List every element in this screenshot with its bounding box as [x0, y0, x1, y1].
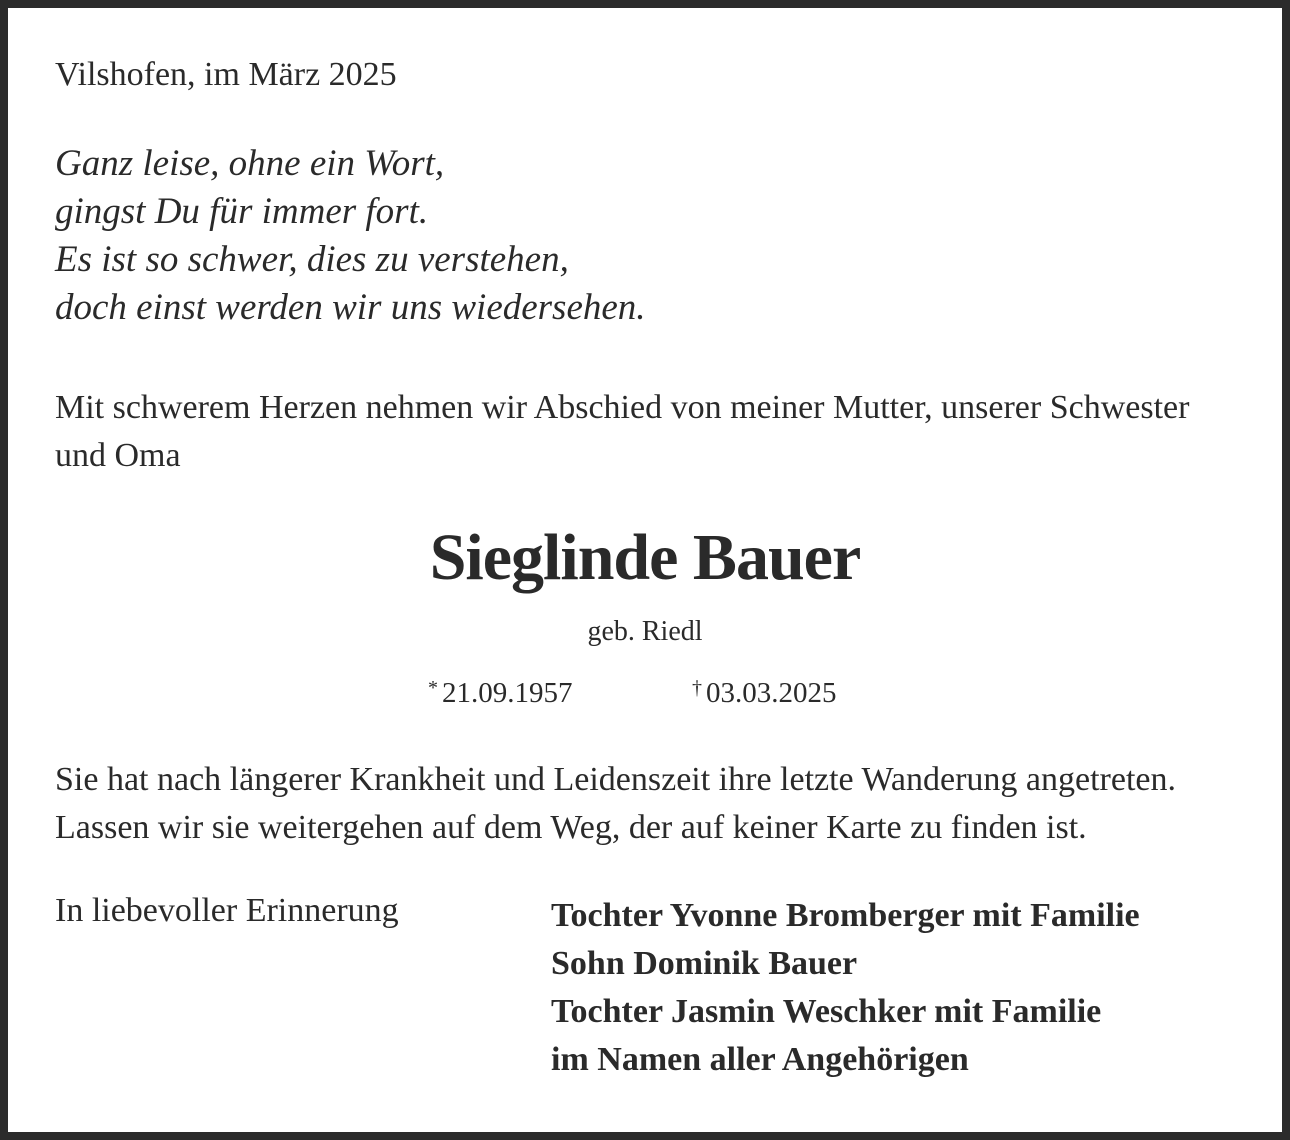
signer: Tochter Yvonne Bromberger mit Familie: [551, 897, 1140, 934]
signer: Sohn Dominik Bauer: [551, 945, 858, 982]
poem-line: Es ist so schwer, dies zu verstehen,: [55, 239, 569, 280]
death-date: [692, 677, 837, 710]
death-symbol: †: [692, 677, 702, 699]
poem: [55, 140, 646, 332]
poem-line: doch einst werden wir uns wiedersehen.: [55, 287, 646, 328]
death-date-value: 03.03.2025: [706, 677, 837, 709]
signers-list: [551, 892, 1140, 1084]
maiden-name: geb. Riedl: [587, 616, 703, 647]
signer: Tochter Jasmin Weschker mit Familie: [551, 993, 1102, 1030]
memorial-paragraph: [55, 756, 1176, 852]
birth-date: [428, 677, 573, 710]
paragraph-line: Lassen wir sie weitergehen auf dem Weg, der auf keiner Karte zu finden ist.: [55, 809, 1087, 846]
poem-line: Ganz leise, ohne ein Wort,: [55, 143, 445, 184]
paragraph-line: Sie hat nach längerer Krankheit und Leidenszeit ihre letzte Wanderung angetreten.: [55, 761, 1176, 798]
deceased-name: Sieglinde Bauer: [429, 521, 861, 594]
place-date: Vilshofen, im März 2025: [55, 56, 397, 93]
birth-date-value: 21.09.1957: [442, 677, 573, 709]
memory-phrase: In liebevoller Erinnerung: [55, 892, 399, 929]
farewell-text: Mit schwerem Herzen nehmen wir Abschied von meiner Mutter, unserer Schwester und Oma: [55, 389, 1190, 474]
signer: im Namen aller Angehörigen: [551, 1041, 969, 1078]
poem-line: gingst Du für immer fort.: [55, 191, 429, 232]
birth-symbol: *: [428, 677, 438, 699]
